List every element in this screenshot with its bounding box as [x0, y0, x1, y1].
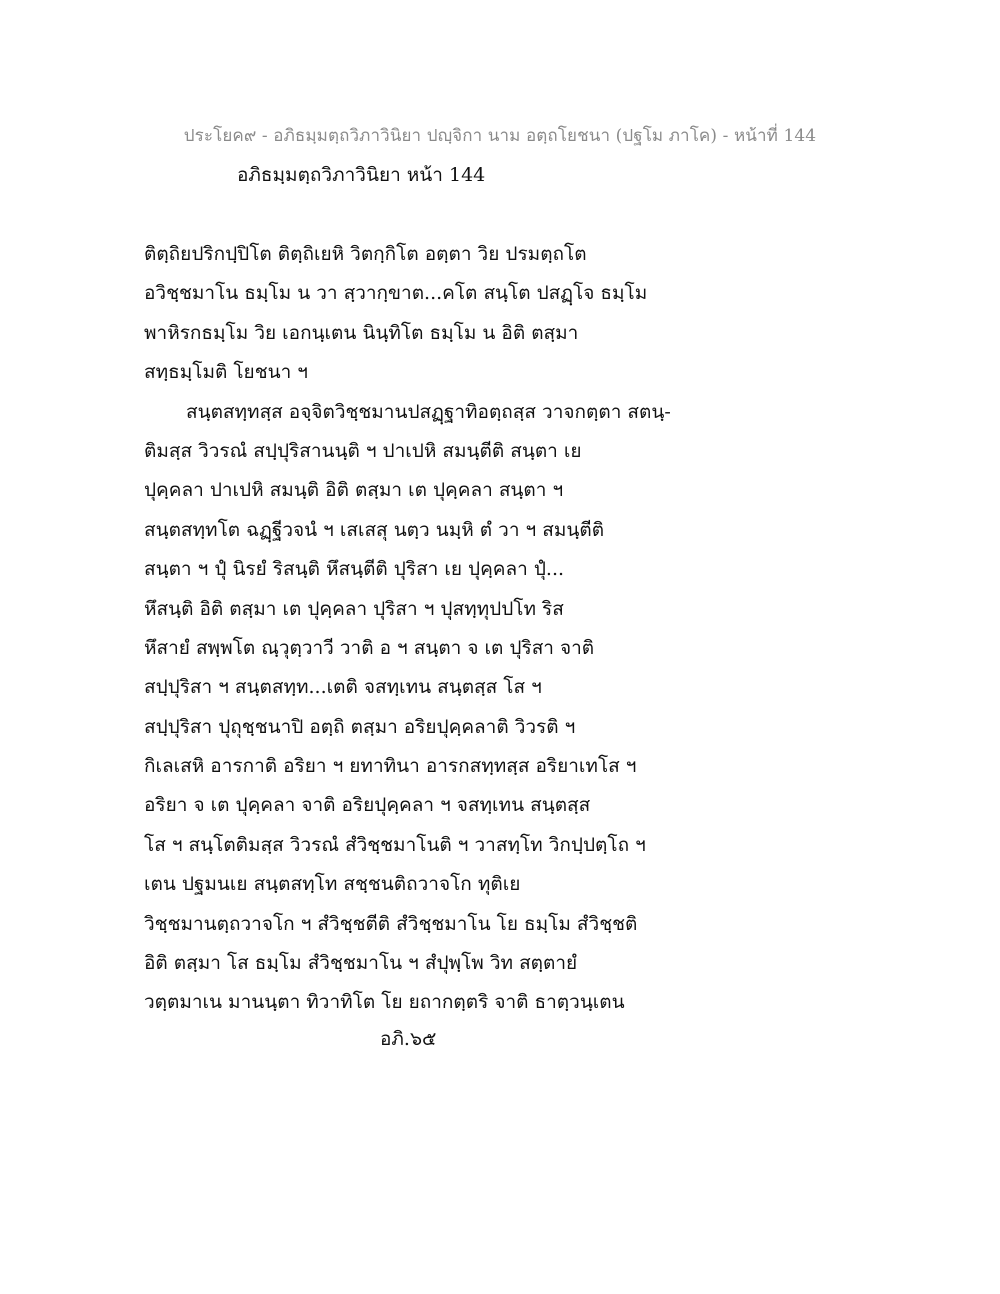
body-text [144, 235, 844, 1023]
text-line: หึสนฺติ อิติ ตสฺมา เต ปุคฺคลา ปุริสา ฯ ปุสทฺทุปปโท ริส [144, 597, 564, 620]
text-line: ติมสฺส วิวรณํ สปฺปุริสานนฺติ ฯ ปาเปหิ สมนฺตีติ สนฺตา เย [144, 439, 582, 462]
text-line: ปุคฺคลา ปาเปหิ สมนฺติ อิติ ตสฺมา เต ปุคฺคลา สนฺตา ฯ [144, 479, 564, 502]
text-line: อริยา จ เต ปุคฺคลา จาติ อริยปุคฺคลา ฯ จสทฺเทน สนฺตสฺส [144, 794, 591, 817]
text-line: อวิชฺชมาโน ธมฺโม น วา สฺวากฺขาต...คโต สนฺโต ปสฏฺโจ ธมฺโม [144, 282, 648, 305]
text-line: สนฺตสทฺทโต ฉฏฺฐีวจนํ ฯ เสเสสุ นตฺว นมฺหิ ตํ วา ฯ สมนฺตีติ [144, 518, 605, 541]
page-footer-code: อภิ.๖๕ [380, 1028, 437, 1050]
text-line: กิเลเสหิ อารกาติ อริยา ฯ ยทาทินา อารกสทฺทสฺส อริยาเทโส ฯ [144, 755, 637, 778]
text-line: วิชฺชมานตฺถวาจโก ฯ สํวิชฺชตีติ สํวิชฺชมาโน โย ธมฺโม สํวิชฺชติ [144, 912, 638, 935]
text-line: เตน ปฐมนเย สนฺตสทฺโท สชฺชนติถวาจโก ทุติเย [144, 873, 521, 896]
paragraph-start-line: สนฺตสทฺทสฺส อจฺจิตวิชฺชมานปสฏฺฐาทิอตฺถสฺส วาจกตฺตา สตนฺ- [186, 400, 671, 423]
text-line: วตฺตมาเน มานนฺตา ทิวาทิโต โย ยถากตฺตริ จาติ ธาตฺวนฺเตน [144, 991, 625, 1014]
text-line: อิติ ตสฺมา โส ธมฺโม สํวิชฺชมาโน ฯ สํปุพฺโพ วิท สตฺตายํ [144, 952, 578, 975]
page-title: อภิธมฺมตฺถวิภาวินิยา หน้า 144 [237, 164, 486, 186]
text-line: สปฺปุริสา ปุถุชฺชนาปิ อตฺถิ ตสฺมา อริยปุคฺคลาติ วิวรติ ฯ [144, 715, 576, 738]
text-line: สทฺธมฺโมติ โยชนา ฯ [144, 361, 308, 384]
text-line: สปฺปุริสา ฯ สนฺตสทฺท...เตติ จสทฺเทน สนฺตสฺส โส ฯ [144, 676, 542, 699]
text-line: หึสายํ สพฺพโต ณฺวุตฺวาวี วาติ อ ฯ สนฺตา จ เต ปุริสา จาติ [144, 636, 595, 659]
running-header: ประโยค๙ - อภิธมฺมตฺถวิภาวินิยา ปญฺจิกา นาม อตฺถโยชนา (ปฐโม ภาโค) - หน้าที่ 144 [183, 126, 817, 146]
text-line: โส ฯ สนฺโตติมสฺส วิวรณํ สํวิชฺชมาโนติ ฯ วาสทฺโท วิกปฺปตฺโถ ฯ [144, 833, 646, 856]
text-line: พาหิรกธมฺโม วิย เอกนฺเตน นินฺทิโต ธมฺโม น อิติ ตสฺมา [144, 321, 579, 344]
text-line: สนฺตา ฯ ปุํ นิรยํ ริสนฺติ หึสนฺตีติ ปุริสา เย ปุคฺคลา ปุํ... [144, 558, 565, 581]
text-line: ติตฺถิยปริกปฺปิโต ติตฺถิเยหิ วิตกฺกิโต อตฺตา วิย ปรมตฺถโต [144, 243, 587, 265]
